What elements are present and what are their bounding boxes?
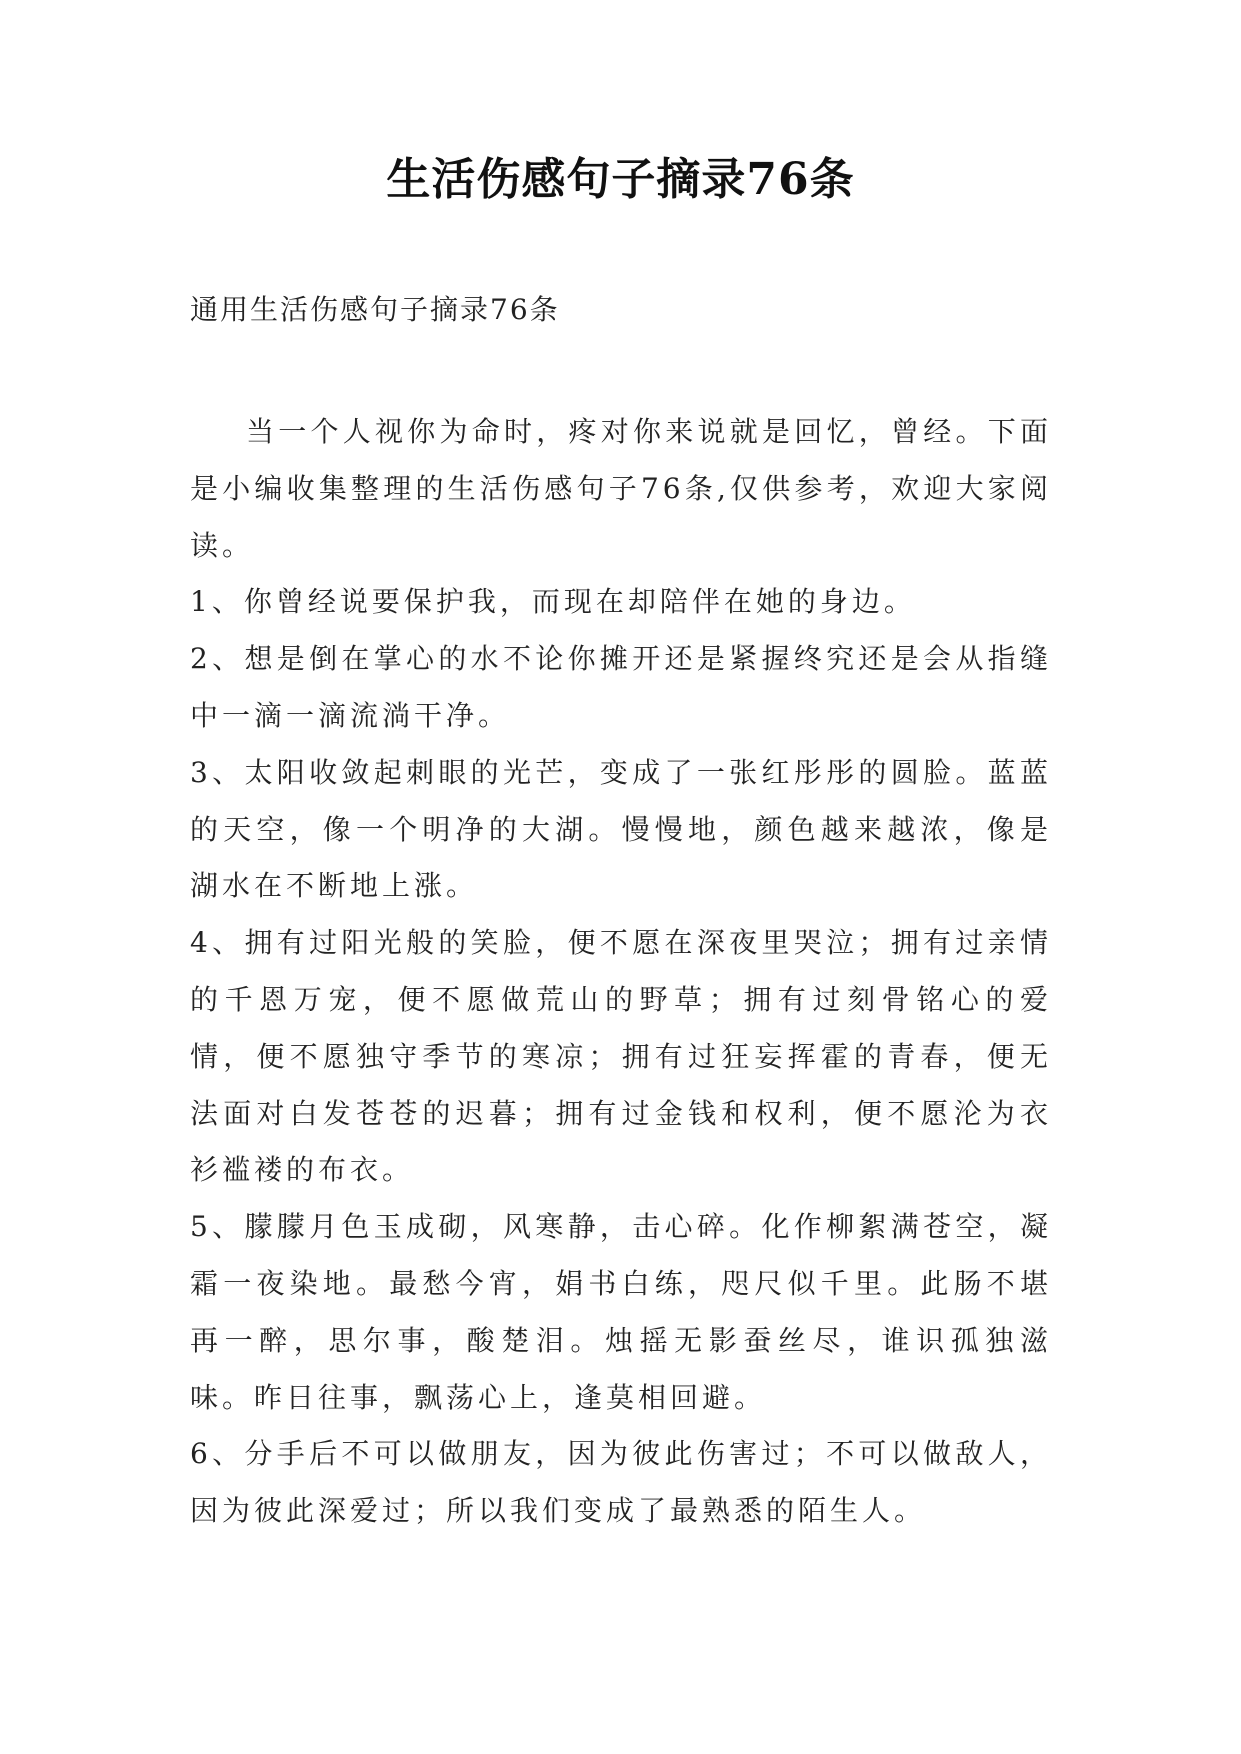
list-item: 2、想是倒在掌心的水不论你摊开还是紧握终究还是会从指缝中一滴一滴流淌干净。 — [190, 642, 1052, 732]
list-item: 1、你曾经说要保护我，而现在却陪伴在她的身边。 — [190, 585, 916, 619]
document-title: 生活伤感句子摘录76条 — [386, 154, 855, 205]
list-item: 6、分手后不可以做朋友，因为彼此伤害过；不可以做敌人，因为彼此深爱过；所以我们变成了最熟悉的陌生人。 — [190, 1437, 1052, 1528]
list-item: 4、拥有过阳光般的笑脸，便不愿在深夜里哭泣；拥有过亲情的千恩万宠，便不愿做荒山的野草；拥有过刻骨铭心的爱情，便不愿独守季节的寒凉；拥有过狂妄挥霍的青春，便无法面对白发苍苍的迟暮；拥有过金钱和权利，便不愿沦为衣衫褴褛的布衣。 — [190, 926, 1052, 1187]
document-body — [190, 404, 1052, 1540]
document-subtitle: 通用生活伤感句子摘录76条 — [190, 293, 560, 326]
list-item: 3、太阳收敛起刺眼的光芒，变成了一张红彤彤的圆脸。蓝蓝的天空，像一个明净的大湖。慢慢地，颜色越来越浓，像是湖水在不断地上涨。 — [190, 755, 1052, 903]
list-item: 5、朦朦月色玉成砌，风寒静，击心碎。化作柳絮满苍空，凝霜一夜染地。最愁今宵，娟书白练，咫尺似千里。此肠不堪再一醉，思尔事，酸楚泪。烛摇无影蚕丝尽，谁识孤独滋味。昨日往事，飘荡心上，逢莫相回避。 — [190, 1210, 1052, 1414]
intro-paragraph: 当一个人视你为命时，疼对你来说就是回忆，曾经。下面是小编收集整理的生活伤感句子76条,仅供参考，欢迎大家阅读。 — [190, 415, 1052, 562]
